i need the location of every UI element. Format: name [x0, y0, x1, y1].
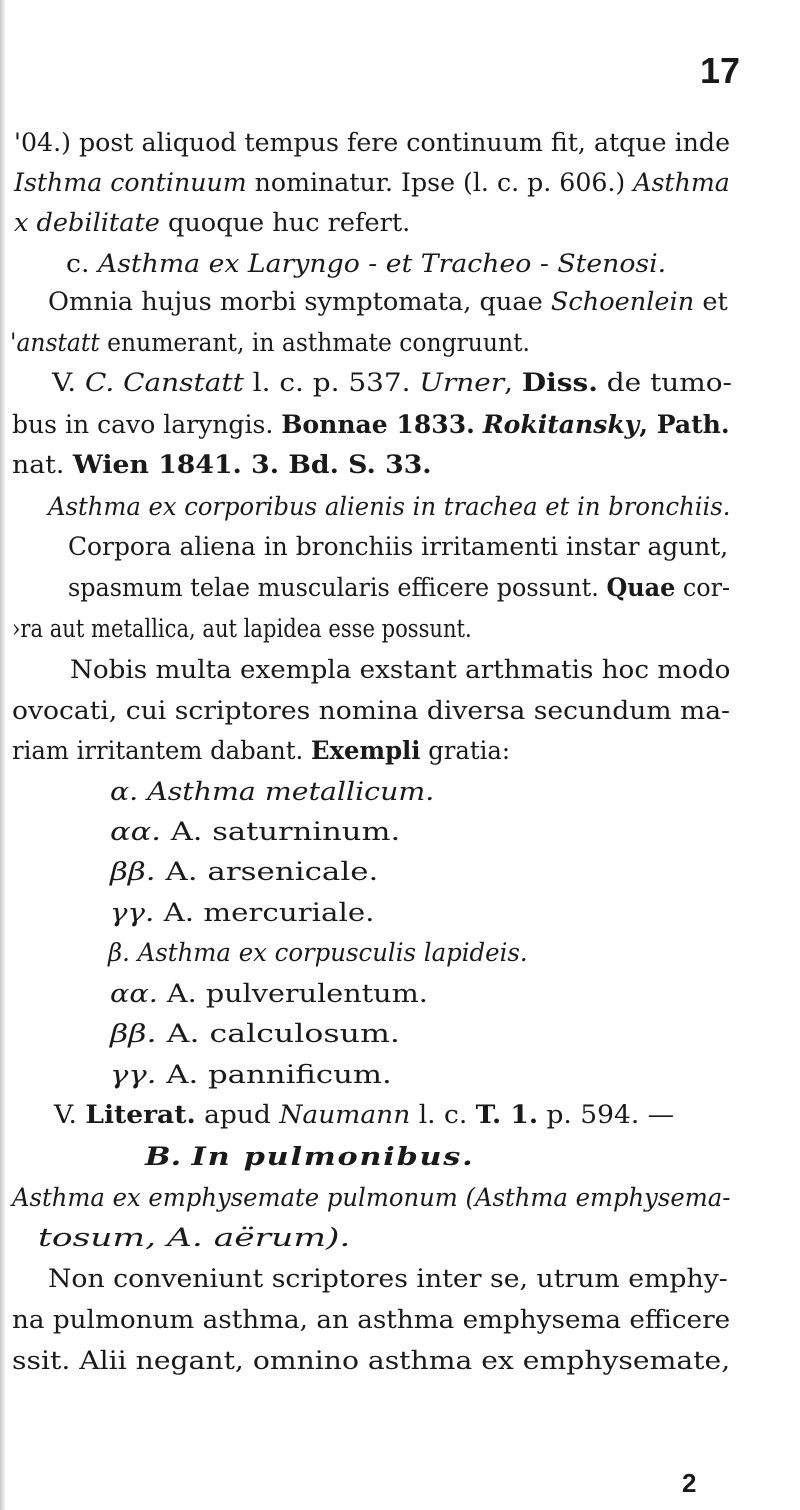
text-run: ssit. Alii negant, omnino asthma ex emphysemate,: [12, 1346, 731, 1376]
text-run: A. arsenicale.: [165, 857, 379, 887]
text-run: ›ra aut metallica, aut lapidea esse possunt.: [12, 614, 472, 644]
text-run: Asthma metallicum.: [147, 777, 435, 807]
text-run: Non conveniunt scriptores inter se, utrum emphy-: [48, 1264, 728, 1294]
text-run: C. Canstatt: [85, 368, 244, 398]
page-number: 17: [700, 50, 741, 91]
text-run: na pulmonum asthma, an asthma emphysema efficere: [12, 1305, 731, 1335]
text-run: quoque huc refert.: [159, 208, 411, 238]
text-run: Asthma: [633, 168, 730, 198]
text-line: [110, 898, 374, 928]
text-run: gratia:: [420, 736, 511, 766]
text-run: In pulmonibus.: [191, 1142, 475, 1172]
text-line: [12, 410, 730, 440]
text-run: apud: [195, 1100, 280, 1130]
text-run: Exempli: [310, 736, 421, 766]
text-run: Isthma continuum: [14, 168, 247, 198]
text-run: B.: [145, 1142, 192, 1172]
text-line: [52, 368, 732, 398]
text-run: Bonnae 1833.: [281, 410, 475, 440]
text-run: l. c. p. 537.: [243, 368, 420, 398]
text-line: [48, 492, 730, 522]
text-line: [110, 1019, 400, 1049]
text-run: Diss.: [521, 368, 598, 398]
text-line: [38, 1223, 350, 1253]
text-line: [110, 979, 428, 1009]
text-line: [66, 249, 666, 279]
text-line: [110, 817, 400, 847]
text-run: γγ.: [110, 1060, 167, 1090]
text-run: tosum, A. aërum).: [38, 1223, 351, 1253]
text-run: Asthma ex Laryngo - et Tracheo - Stenosi.: [97, 249, 667, 279]
text-run: A. saturninum.: [170, 817, 401, 847]
page-edge-shadow: [0, 0, 6, 1510]
text-line: [48, 287, 728, 317]
text-line: [108, 938, 528, 968]
text-line: [68, 532, 728, 562]
text-line: [110, 857, 378, 887]
text-run: A. pulverulentum.: [166, 979, 428, 1009]
text-run: Urner: [419, 368, 505, 398]
text-line: [145, 1142, 474, 1172]
text-run: 'anstatt: [10, 328, 100, 358]
text-line: [12, 614, 472, 644]
text-line: [14, 208, 410, 238]
text-run: l. c.: [410, 1100, 476, 1130]
text-line: [54, 1100, 674, 1130]
text-run: c.: [66, 249, 98, 279]
text-run: α.: [110, 777, 148, 807]
text-run: Naumann: [279, 1100, 411, 1130]
text-run: nat.: [12, 450, 73, 480]
text-run: αα.: [110, 817, 171, 847]
text-line: [48, 1264, 728, 1294]
text-run: Asthma ex emphysemate pulmonum (Asthma emphysema-: [12, 1183, 731, 1213]
text-line: [70, 655, 730, 685]
text-run: A. calculosum.: [166, 1019, 400, 1049]
text-run: cor-: [675, 573, 731, 603]
text-run: ββ.: [110, 857, 166, 887]
text-run: A. mercuriale.: [163, 898, 375, 928]
text-run: Asthma ex corpusculis lapideis.: [137, 938, 528, 968]
text-run: T. 1.: [475, 1100, 539, 1130]
text-run: ,: [504, 368, 522, 398]
text-run: spasmum telae muscularis efficere possunt.: [68, 573, 607, 603]
text-run: Quae: [606, 573, 676, 603]
signature-mark: 2: [682, 1468, 697, 1498]
text-run: p. 594. —: [538, 1100, 675, 1130]
text-run: riam irritantem dabant.: [12, 736, 311, 766]
text-run: ββ.: [110, 1019, 167, 1049]
text-line: [14, 168, 730, 198]
text-run: et: [694, 287, 728, 317]
text-run: Schoenlein: [550, 287, 695, 317]
text-run: V.: [52, 368, 86, 398]
text-run: '04.) post aliquod tempus fere continuum fit, atque inde: [14, 128, 731, 158]
text-line: [110, 777, 434, 807]
text-run: γγ.: [110, 898, 164, 928]
text-run: de tumo-: [597, 368, 732, 398]
text-run: αα.: [110, 979, 167, 1009]
text-run: A. pannificum.: [166, 1060, 392, 1090]
text-run: Nobis multa exempla exstant arthmatis hoc modo: [70, 655, 731, 685]
text-run: , Path.: [639, 410, 730, 440]
text-run: Asthma ex corporibus alienis in trachea et in bronchiis.: [48, 492, 731, 522]
text-line: [12, 1346, 730, 1376]
text-line: [12, 1183, 730, 1213]
text-line: [12, 1305, 730, 1335]
text-line: [10, 328, 530, 358]
text-run: β.: [108, 938, 138, 968]
text-line: [110, 1060, 392, 1090]
text-line: [12, 450, 432, 480]
text-run: Literat.: [85, 1100, 196, 1130]
text-run: x debilitate: [14, 208, 160, 238]
text-line: [12, 736, 510, 766]
text-line: [14, 128, 730, 158]
text-run: Wien 1841. 3. Bd. S. 33.: [72, 450, 432, 480]
text-run: ovocati, cui scriptores nomina diversa secundum ma-: [12, 696, 731, 726]
text-run: nominatur. Ipse (l. c. p. 606.): [246, 168, 634, 198]
text-run: enumerant, in asthmate congruunt.: [99, 328, 530, 358]
text-run: bus in cavo laryngis.: [12, 410, 282, 440]
text-line: [68, 573, 730, 603]
text-run: Rokitansky: [482, 410, 640, 440]
text-line: [12, 696, 730, 726]
text-run: Omnia hujus morbi symptomata, quae: [48, 287, 551, 317]
text-run: V.: [54, 1100, 86, 1130]
text-run: Corpora aliena in bronchiis irritamenti instar agunt,: [68, 532, 729, 562]
